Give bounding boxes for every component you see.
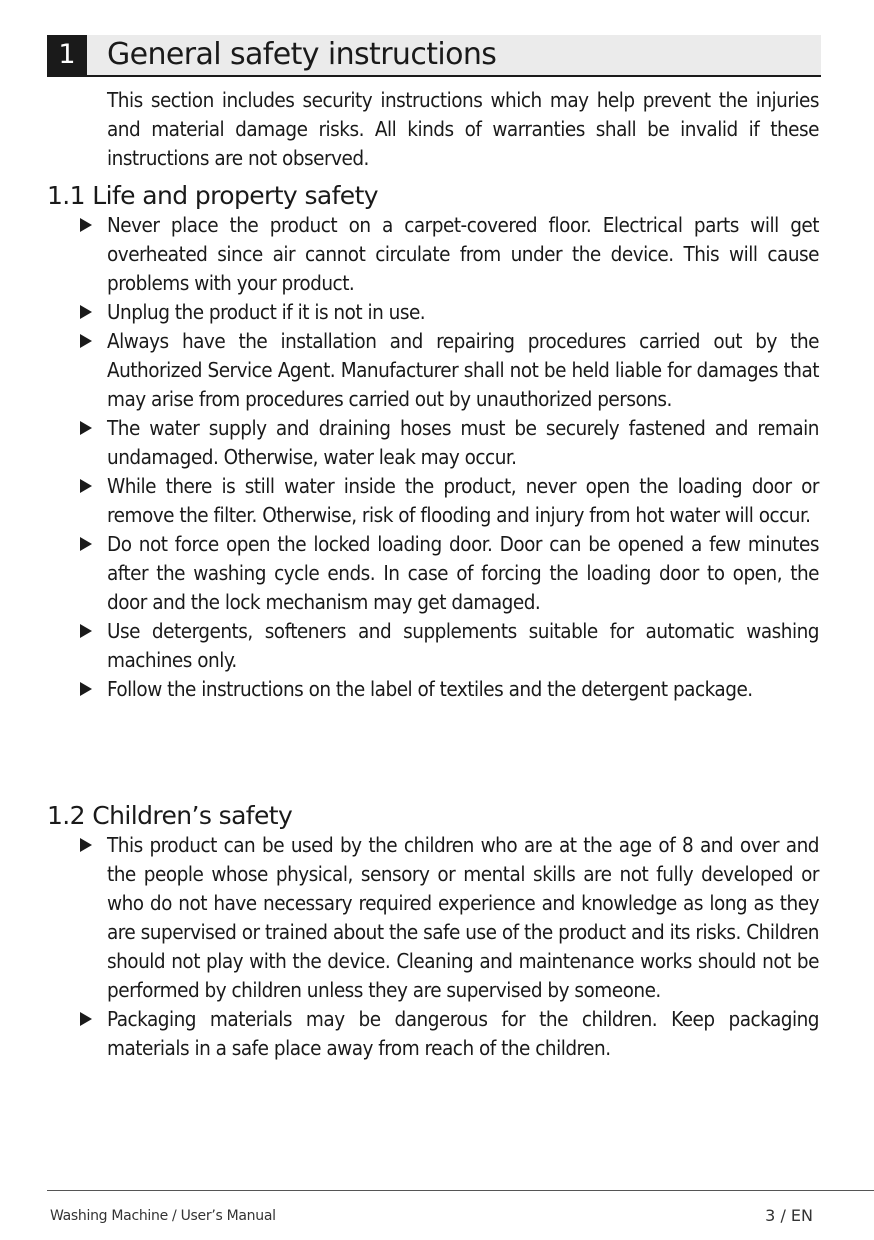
triangle-bullet-icon	[80, 838, 92, 852]
list-item	[78, 298, 819, 327]
list-item-text: The water supply and draining hoses must be securely fastened and remain undamaged. Otherwise, water leak may occur.	[107, 416, 819, 469]
page-number: 3 / EN	[765, 1206, 813, 1225]
triangle-bullet-icon	[80, 218, 92, 232]
chapter-number: 1	[47, 35, 87, 75]
list-item-text: This product can be used by the children who are at the age of 8 and over and the people whose physical, sensory or mental skills are not fully developed or who do not have necessary required experience and knowledge as long as they are supervised or trained about the safe use of the product and its risks. Children should not play with the device. Cleaning and maintenance works should not be performed by children unless they are supervised by someone.	[107, 833, 819, 1002]
bullet-list-children	[78, 831, 819, 1063]
list-item-text: Always have the installation and repairing procedures carried out by the Authorized Service Agent. Manufacturer shall not be held liable for damages that may arise from procedures carried out by unauthorized persons.	[107, 329, 819, 411]
section-heading-life-property: 1.1 Life and property safety	[47, 181, 378, 210]
triangle-bullet-icon	[80, 334, 92, 348]
footer-divider	[47, 1190, 874, 1191]
bullet-list-life-property	[78, 211, 819, 704]
list-item	[78, 675, 819, 704]
footer-document-title: Washing Machine / User’s Manual	[50, 1208, 276, 1224]
list-item	[78, 530, 819, 617]
list-item	[78, 472, 819, 530]
triangle-bullet-icon	[80, 537, 92, 551]
list-item-text: Unplug the product if it is not in use.	[107, 300, 426, 324]
list-item	[78, 414, 819, 472]
list-item	[78, 617, 819, 675]
list-item	[78, 831, 819, 1005]
list-item-text: Use detergents, softeners and supplements suitable for automatic washing machines only.	[107, 619, 819, 672]
list-item-text: Packaging materials may be dangerous for the children. Keep packaging materials in a safe place away from reach of the children.	[107, 1007, 819, 1060]
list-item-text: Never place the product on a carpet-covered floor. Electrical parts will get overheated since air cannot circulate from under the device. This will cause problems with your product.	[107, 213, 819, 295]
list-item-text: While there is still water inside the product, never open the loading door or remove the filter. Otherwise, risk of flooding and injury from hot water will occur.	[107, 474, 819, 527]
triangle-bullet-icon	[80, 624, 92, 638]
triangle-bullet-icon	[80, 421, 92, 435]
intro-paragraph: This section includes security instructions which may help prevent the injuries and material damage risks. All kinds of warranties shall be invalid if these instructions are not observed.	[107, 88, 819, 170]
list-item	[78, 211, 819, 298]
section-heading-children: 1.2 Children’s safety	[47, 801, 293, 830]
triangle-bullet-icon	[80, 479, 92, 493]
list-item-text: Follow the instructions on the label of textiles and the detergent package.	[107, 677, 753, 701]
triangle-bullet-icon	[80, 1012, 92, 1026]
triangle-bullet-icon	[80, 682, 92, 696]
list-item	[78, 327, 819, 414]
triangle-bullet-icon	[80, 305, 92, 319]
list-item	[78, 1005, 819, 1063]
chapter-title: General safety instructions	[107, 37, 497, 72]
chapter-header	[47, 35, 821, 77]
list-item-text: Do not force open the locked loading door. Door can be opened a few minutes after the washing cycle ends. In case of forcing the loading door to open, the door and the lock mechanism may get damaged.	[107, 532, 819, 614]
